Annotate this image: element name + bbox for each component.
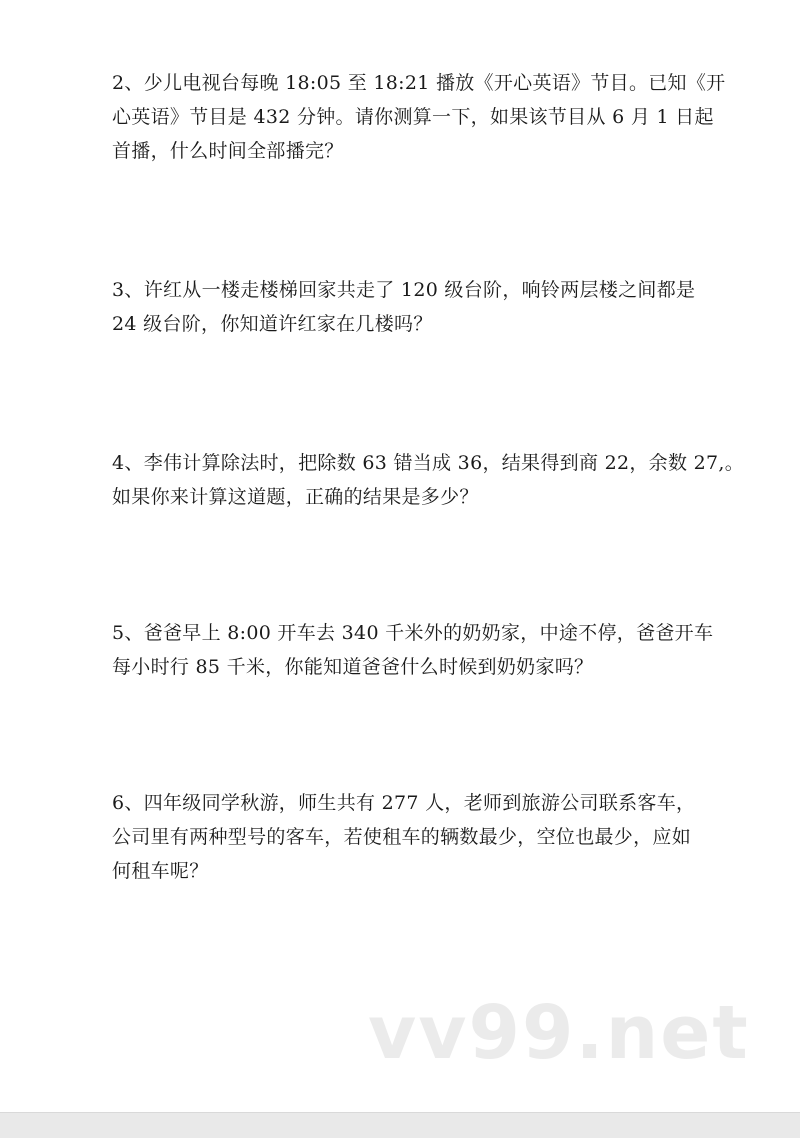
- question-6: [112, 786, 712, 888]
- question-5-line-1: 5、爸爸早上 8:00 开车去 340 千米外的奶奶家，中途不停，爸爸开车: [112, 622, 714, 644]
- question-5-line-2: 每小时行 85 千米，你能知道爸爸什么时候到奶奶家吗？: [112, 656, 594, 678]
- question-4-line-1: 4、李伟计算除法时，把除数 63 错当成 36，结果得到商 22，余数 27,。: [112, 452, 745, 474]
- question-2-line-1: 2、少儿电视台每晚 18:05 至 18:21 播放《开心英语》节目。已知《开: [112, 72, 726, 94]
- question-2: [112, 66, 726, 168]
- question-6-line-1: 6、四年级同学秋游，师生共有 277 人，老师到旅游公司联系客车，: [112, 792, 696, 814]
- question-6-line-3: 何租车呢？: [112, 860, 209, 882]
- page-bottom-bar: [0, 1112, 800, 1138]
- question-3-line-1: 3、许红从一楼走楼梯回家共走了 120 级台阶，响铃两层楼之间都是: [112, 279, 696, 301]
- question-4: [112, 446, 745, 514]
- question-2-line-2: 心英语》节目是 432 分钟。请你测算一下，如果该节目从 6 月 1 日起: [112, 106, 714, 128]
- watermark: vv99.net: [368, 990, 750, 1076]
- question-5: [112, 616, 712, 684]
- question-3: [112, 273, 712, 341]
- question-4-line-2: 如果你来计算这道题，正确的结果是多少？: [112, 486, 479, 508]
- question-6-line-2: 公司里有两种型号的客车，若使租车的辆数最少，空位也最少，应如: [112, 826, 692, 848]
- question-3-line-2: 24 级台阶，你知道许红家在几楼吗？: [112, 313, 433, 335]
- question-2-line-3: 首播，什么时间全部播完？: [112, 140, 344, 162]
